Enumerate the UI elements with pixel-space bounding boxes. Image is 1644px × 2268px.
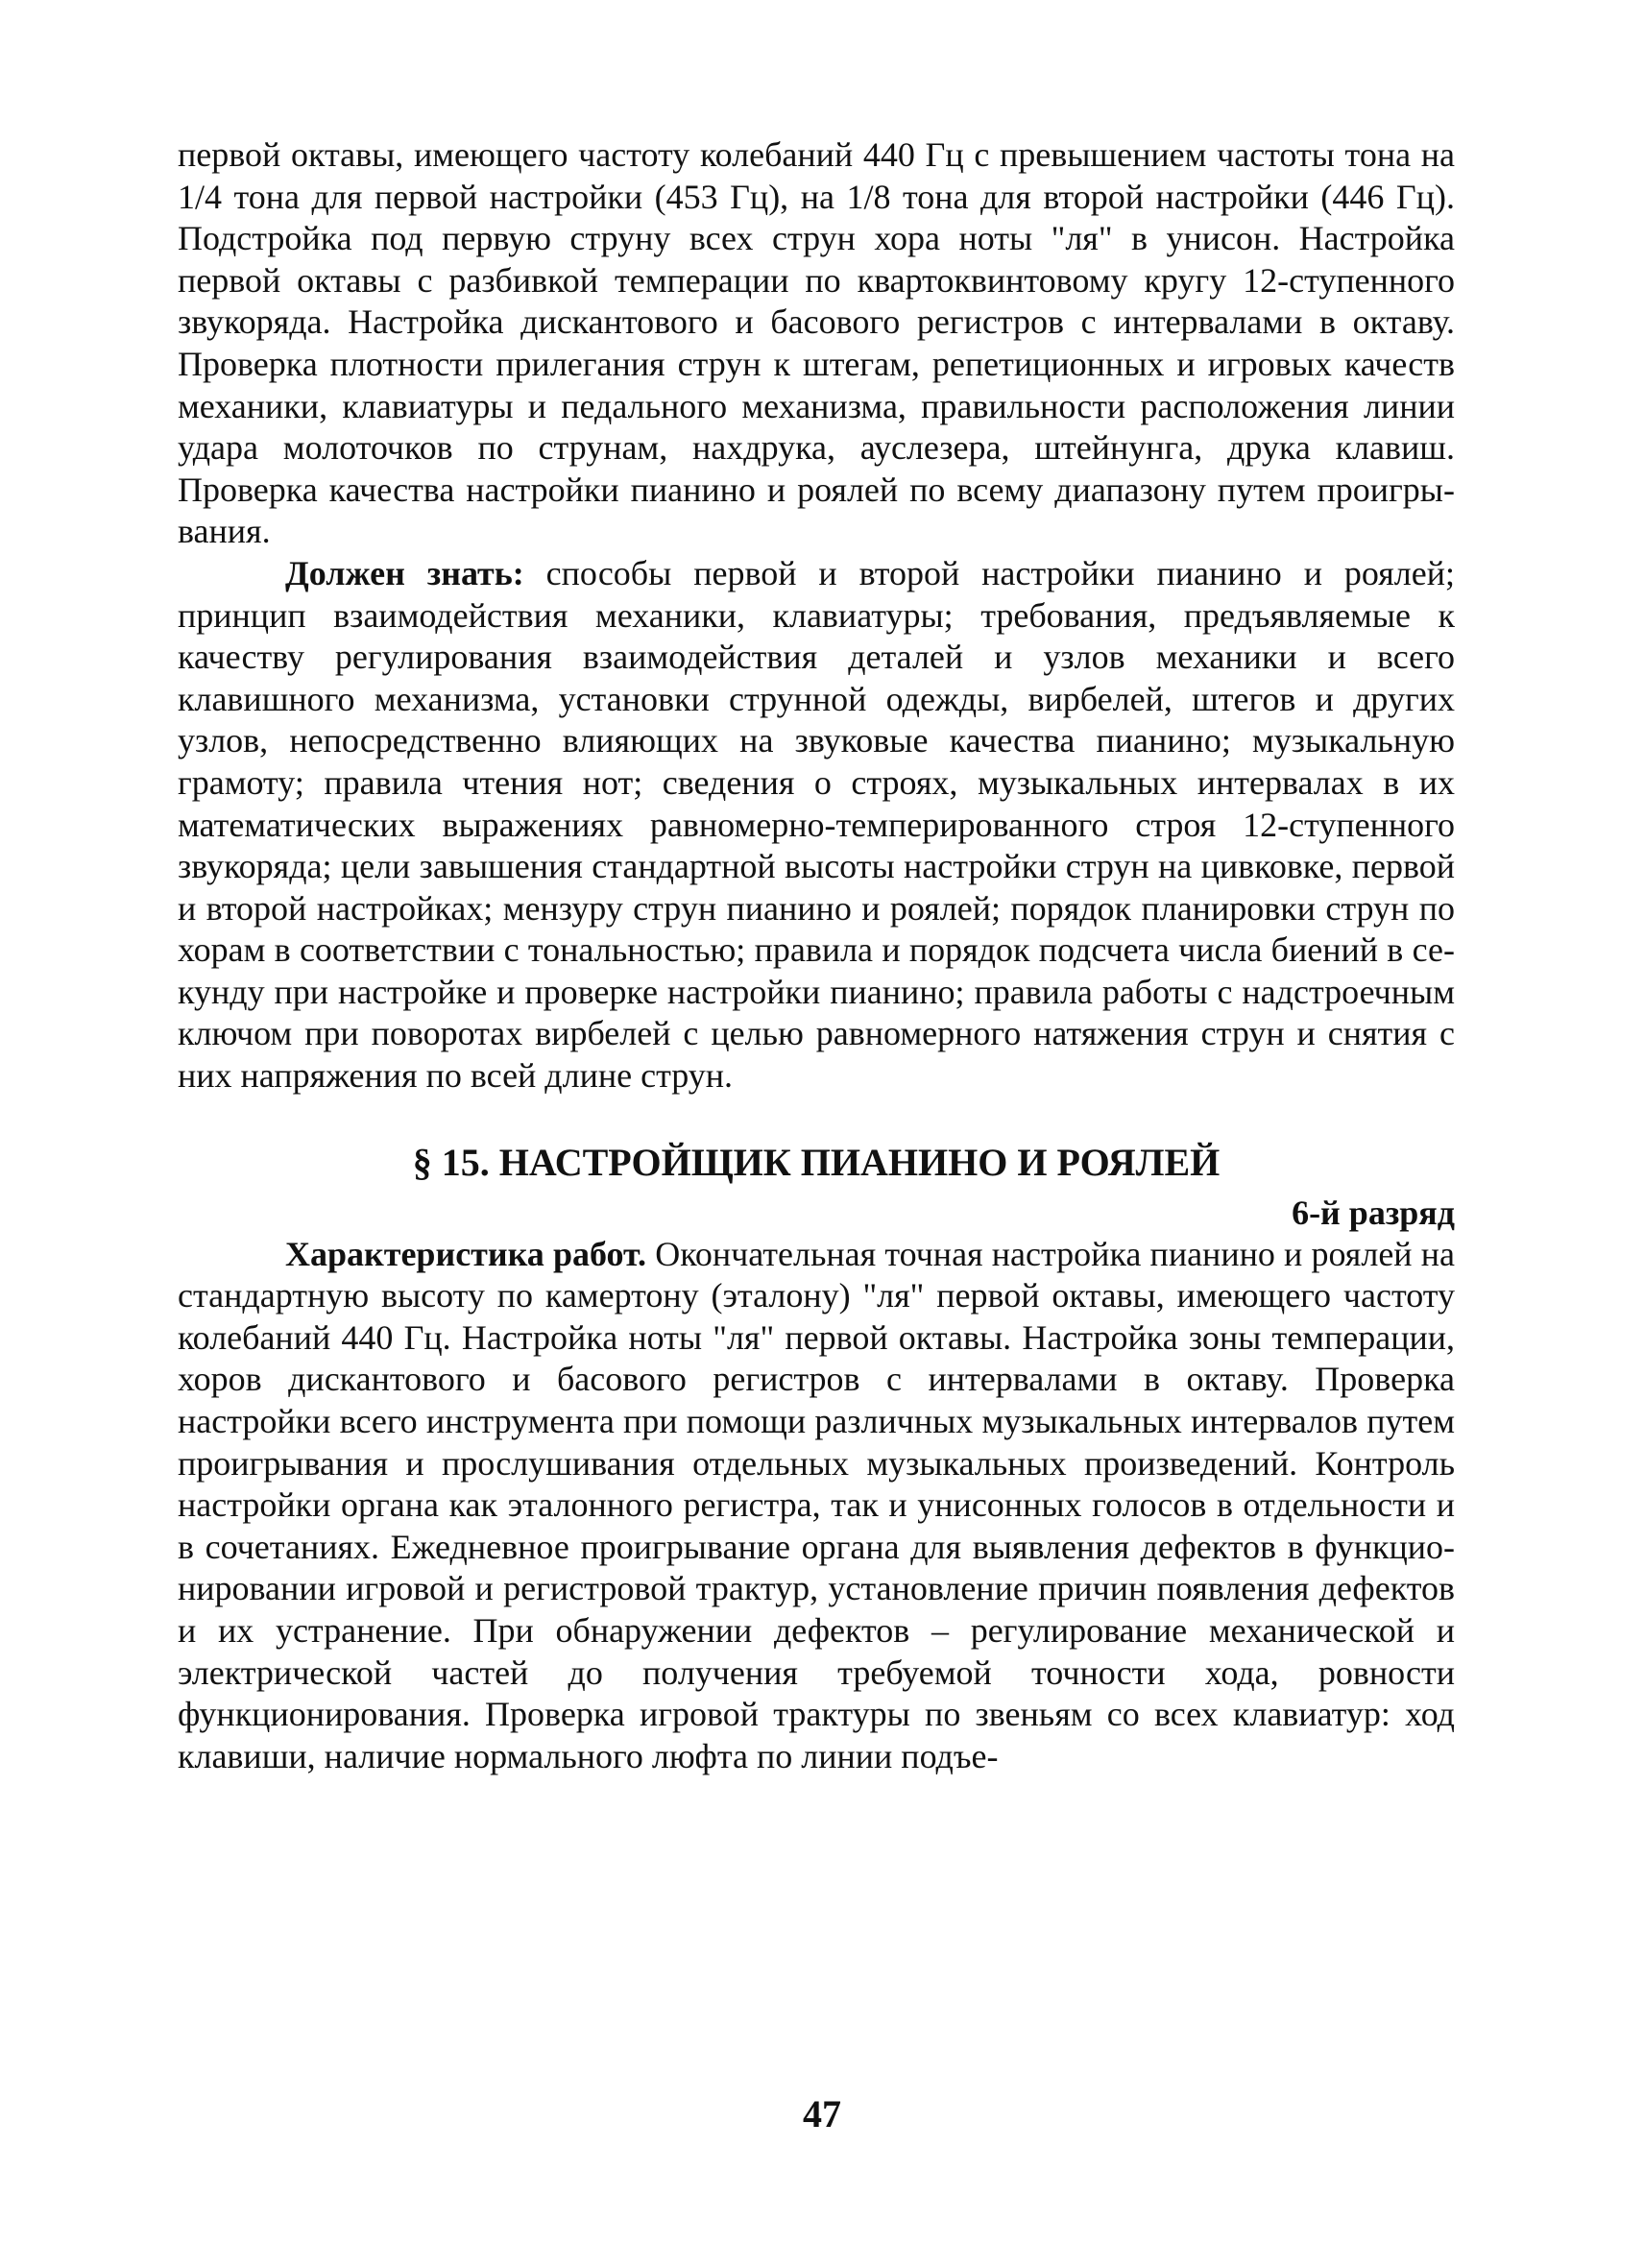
page-number: 47 — [803, 2092, 841, 2135]
characteristics-paragraph — [178, 1234, 1455, 1778]
section-title: § 15. НАСТРОЙЩИК ПИАНИНО И РОЯЛЕЙ — [412, 1140, 1221, 1184]
characteristics-text: Окончательная точная настройка пианино и роялей на стандартную высоту по камертону (эталону) "ля" первой октавы, имеющего частоту колебаний 440 Гц. Настройка ноты "ля" первой октавы. Настройка зоны темперации, хоров дискантового и басового регистров с интервалами в октаву. Проверка настройки всего инструмента при помощи различных музыкальных интервалов путем проигрывания и прослушивания отдельных музыкальных произведений. Контроль настройки органа как эталонного регистра, так и унисонных голосов в отдельности и в сочетаниях. Ежедневное проигрывание органа для выявления дефектов в функционировании игровой и регистровой трактур, установление причин появления дефектов и их устранение. При обнаружении дефектов – регулирование механической и электрической частей до получения требуемой точности хода, ровности функционирования. Проверка игровой трактуры по звеньям со всех клавиатур: ход клавиши, наличие нормального люфта по линии подъе- — [178, 1234, 1455, 1775]
knowledge-paragraph — [178, 553, 1455, 1098]
knowledge-lead: Должен знать: — [285, 553, 524, 592]
page-body — [178, 134, 1455, 1777]
paragraph-continued-text: первой октавы, имеющего частоту колебаний 440 Гц с превышением частоты тона на 1/4 тона для первой настройки (453 Гц), на 1/8 тона для второй настройки (446 Гц). Подстройка под первую струну всех струн хора ноты "ля" в унисон. Настройка первой октавы с разбивкой темперации по квартоквинтовому кругу 12-ступенного звукоряда. Настройка дискантового и басового регистров с интервалами в октаву. Проверка плотности прилегания струн к штегам, репетиционных и игровых качеств механики, клавиатуры и педального механизма, правильности расположения линии удара молоточков по струнам, нахдрука, ауслезера, штейнунга, друка клавиш. Проверка качества настройки пианино и роялей по всему диапазону путем проигрывания. — [178, 135, 1455, 551]
grade-label: 6-й разряд — [1292, 1193, 1455, 1232]
paragraph-continued — [178, 134, 1455, 553]
knowledge-text: способы первой и второй настройки пианино и роялей; принцип взаимодействия механики, клавиатуры; требования, предъявляемые к качеству регулирования взаимодействия деталей и узлов механики и всего клавишного механизма, установки струнной одежды, вирбелей, штегов и других узлов, непосредственно влияющих на звуковые качества пианино; музыкальную грамоту; правила чтения нот; сведения о строях, музыкальных интервалах в их математических выражениях равномерно-темперированного строя 12-ступенного звукоряда; цели завышения стандартной высоты настройки струн на цивковке, первой и второй настройках; мензуру струн пианино и роялей; порядок планировки струн по хорам в соответствии с тональностью; правила и порядок подсчета числа биений в секунду при настройке и проверке настройки пианино; правила работы с надстроечным ключом при поворотах вирбелей с целью равномерного натяжения струн и снятия с них напряжения по всей длине струн. — [178, 553, 1455, 1096]
characteristics-lead: Характеристика работ. — [285, 1234, 647, 1273]
